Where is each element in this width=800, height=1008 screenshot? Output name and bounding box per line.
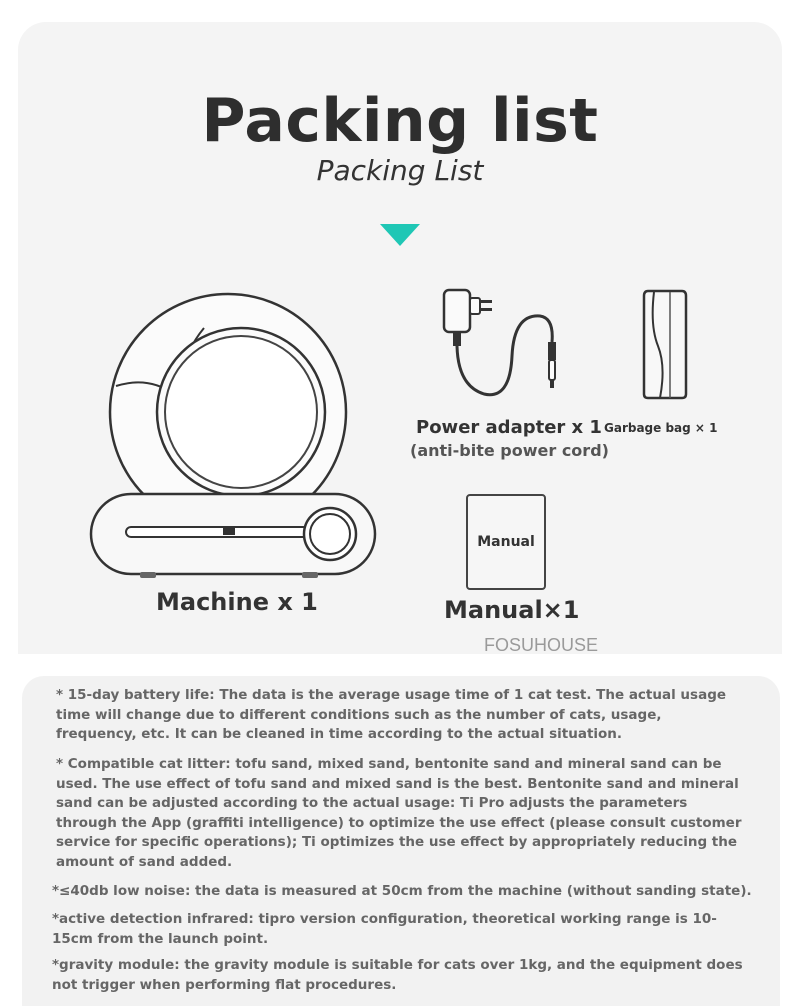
manual-booklet-icon bbox=[466, 494, 546, 590]
power-adapter-label: Power adapter x 1 bbox=[416, 417, 602, 438]
watermark: FOSUHOUSE bbox=[484, 635, 599, 655]
manual-label: Manual×1 bbox=[444, 596, 580, 624]
note-gravity-module: *gravity module: the gravity module is suitable for cats over 1kg, and the equipment does not trigger when performing flat procedures. bbox=[52, 957, 743, 993]
page-title: Packing list bbox=[201, 86, 599, 156]
power-adapter-icon bbox=[436, 284, 576, 409]
note-low-noise: *≤40db low noise: the data is measured at 50cm from the machine (without sanding state). bbox=[52, 883, 752, 899]
note-battery-life: * 15-day battery life: The data is the average usage time of 1 cat test. The actual usage time will change due to different conditions such as the number of cats, usage, frequency, etc. It can be cleaned in time according to the actual situation. bbox=[56, 687, 727, 743]
machine-label: Machine x 1 bbox=[156, 588, 318, 616]
note-compatible-litter: * Compatible cat litter: tofu sand, mixed sand, bentonite sand and mineral sand can be used. The use effect of tofu sand and mixed sand is the best. Bentonite sand and mineral sand can be adjusted according to the actual usage: Ti Pro adjusts the parameters through the App (graffiti intelligence) to optimize the use effect (please consult customer service for specific operations); Ti optimizes the use effect by appropriately reducing the amount of sand added. bbox=[56, 756, 742, 870]
power-adapter-sublabel: (anti-bite power cord) bbox=[410, 441, 609, 460]
page-subtitle: Packing List bbox=[316, 154, 484, 187]
garbage-bag-label: Garbage bag × 1 bbox=[604, 421, 718, 435]
manual-box-text: Manual bbox=[477, 534, 535, 550]
note-infrared-detection: *active detection infrared: tipro version configuration, theoretical working range is 10-15cm from the launch point. bbox=[52, 911, 717, 947]
garbage-bag-icon bbox=[640, 286, 690, 401]
litter-box-machine-icon bbox=[88, 292, 378, 582]
chevron-down-icon bbox=[380, 222, 420, 248]
